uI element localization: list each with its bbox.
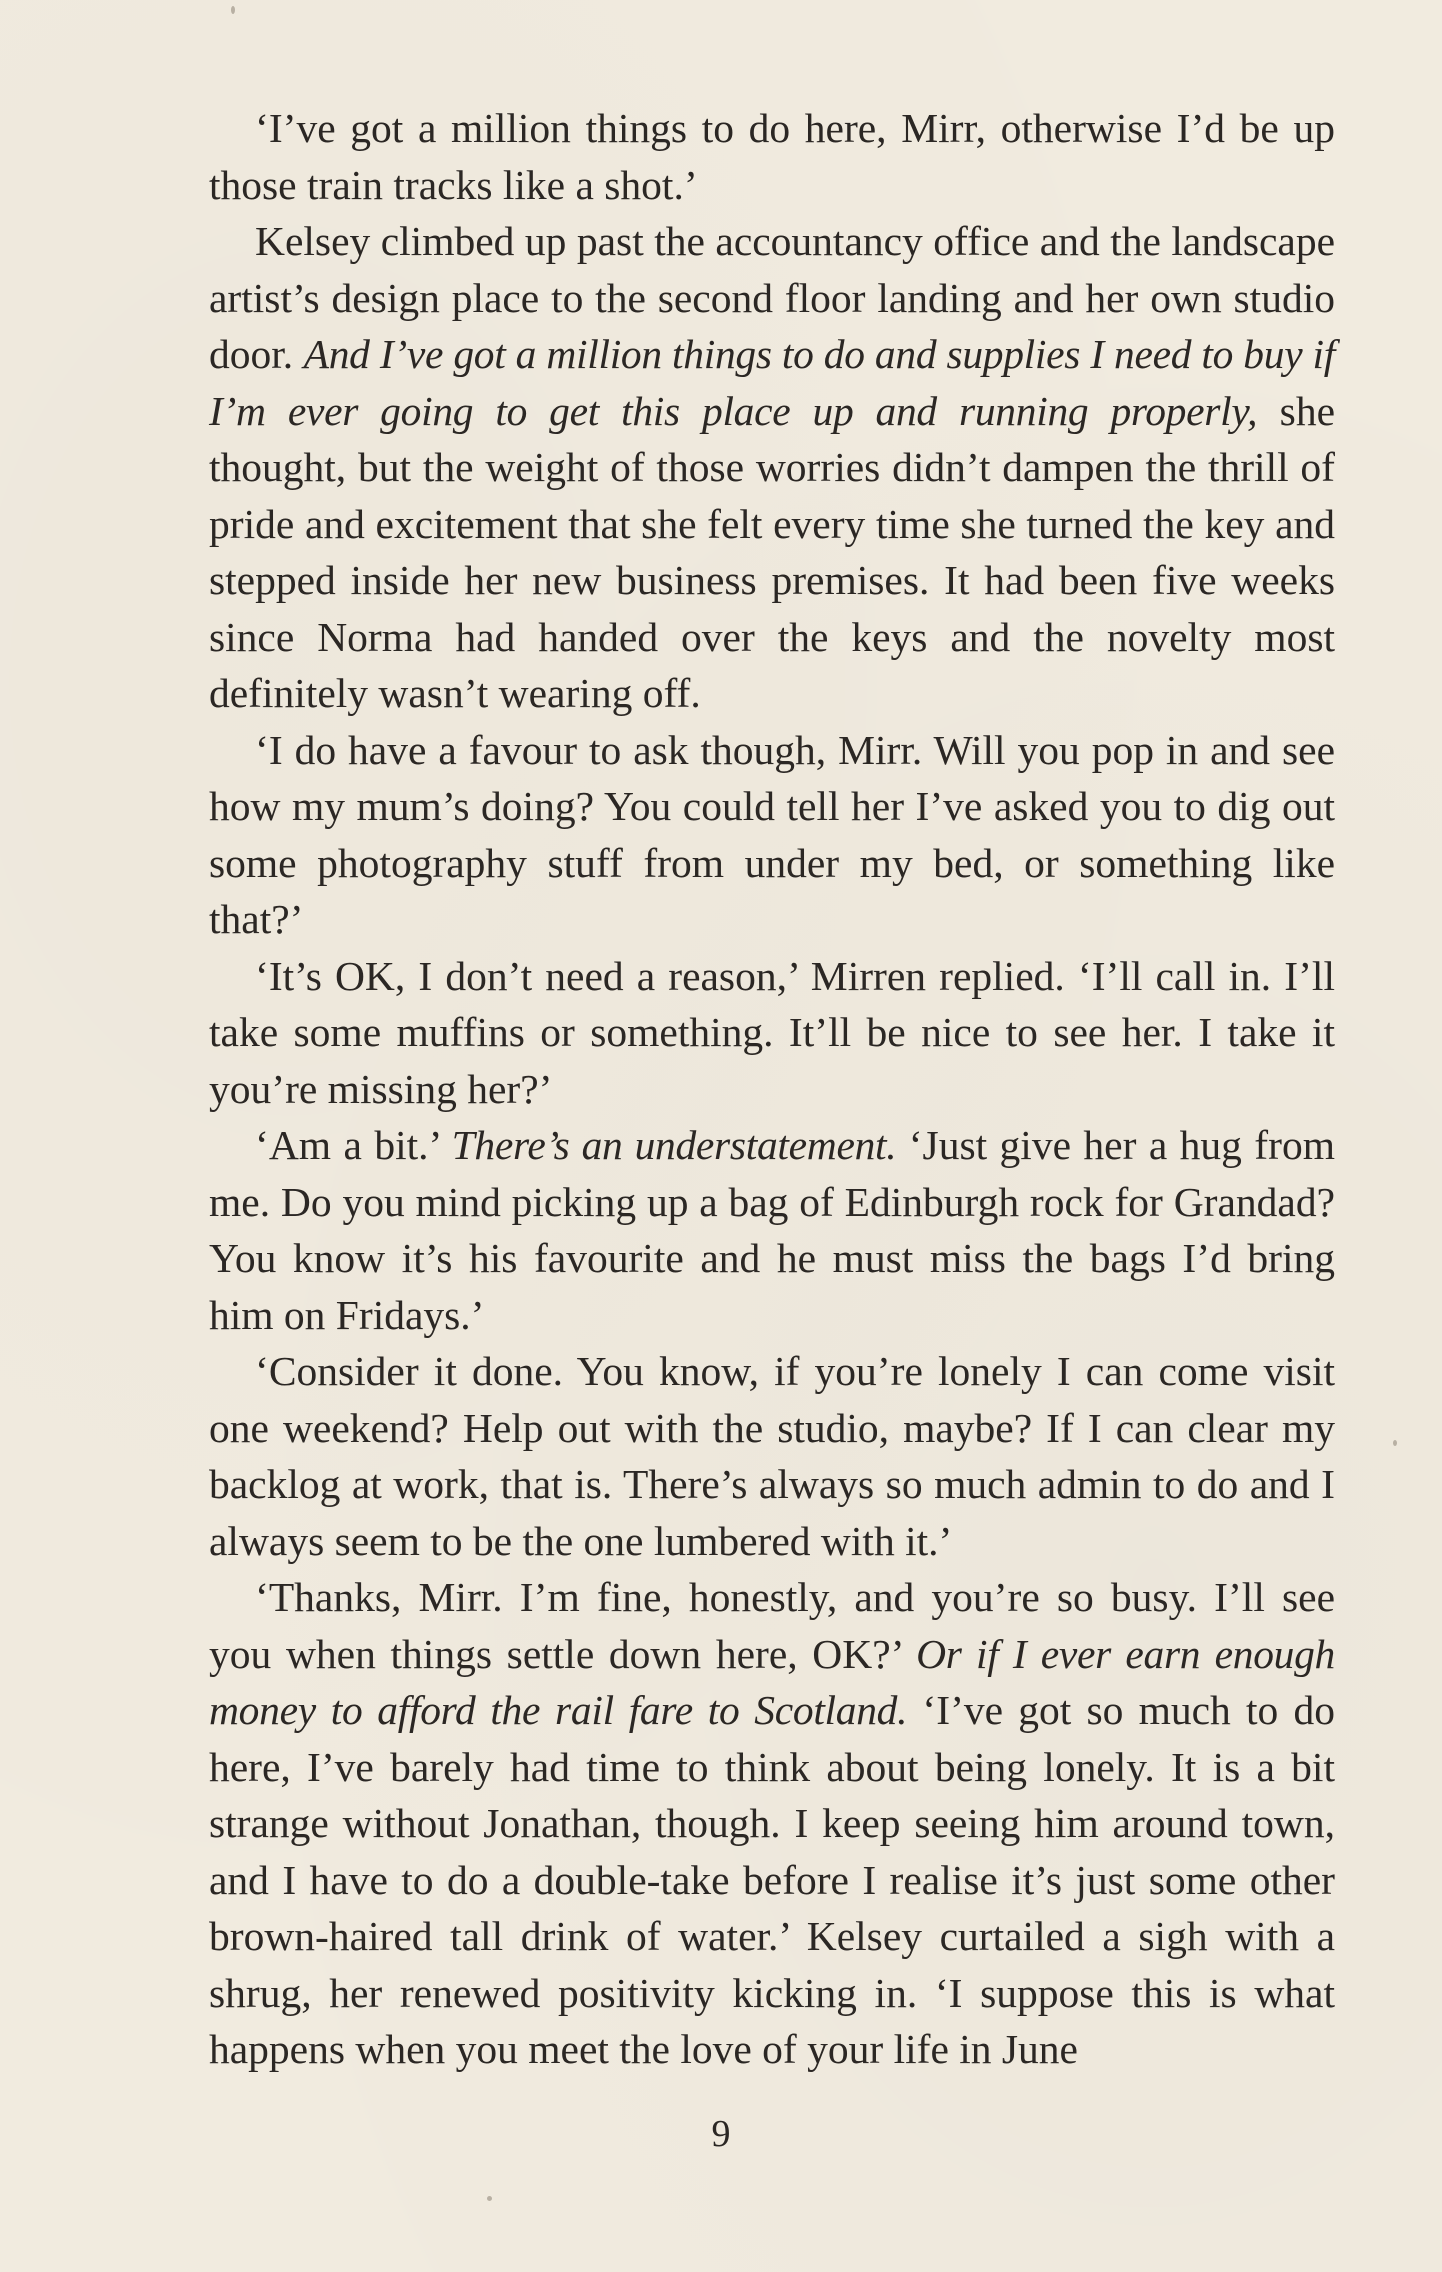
paragraph	[209, 722, 1335, 948]
text-run: ‘It’s OK, I don’t need a reason,’ Mirren replied. ‘I’ll call in. I’ll take some muffins or something. It’ll be nice to see her. I take it you’re missing her?’	[209, 952, 1335, 1112]
text-run: ‘Am a bit.’	[255, 1122, 452, 1168]
paper-speck	[1393, 1440, 1397, 1446]
text-run: Kelsey climbed up past the accountancy office and the landscape artist’s design place to the second floor landing and her own studio door.	[209, 218, 1335, 377]
text-run: ‘I’ve got so much to do here, I’ve barely had time to think about being lonely. It is a bit strange without Jonathan, though. I keep seeing him around town, and I have to do a double-take before I realise it’s just some other brown-haired tall drink of water.’ Kelsey curtailed a sigh with a shrug, her renewed positivity kicking in. ‘I suppose this is what happens when you meet the love of your life in June	[209, 1687, 1335, 2072]
paragraph	[209, 100, 1335, 213]
paragraph	[209, 948, 1335, 1118]
text-run: ‘Just give her a hug from me. Do you mind picking up a bag of Edinburgh rock for Grandad? You know it’s his favourite and he must miss the bags I’d bring him on Fridays.’	[209, 1122, 1335, 1338]
text-run: ‘Thanks, Mirr. I’m fine, honestly, and you’re so busy. I’ll see you when things settle down here, OK?’	[209, 1574, 1335, 1677]
body-text	[209, 100, 1335, 2078]
page-number: 9	[711, 2113, 731, 2155]
text-run: ‘I do have a favour to ask though, Mirr. Will you pop in and see how my mum’s doing? You could tell her I’ve asked you to dig out some photography stuff from under my bed, or something like that?’	[209, 726, 1335, 942]
paper-speck	[487, 2196, 492, 2201]
italic-thought: Or if I ever earn enough money to afford the rail fare to Scotland.	[209, 1630, 1335, 1733]
italic-thought: There’s an understatement.	[451, 1122, 897, 1168]
paragraph	[209, 213, 1335, 722]
paper-speck	[231, 6, 235, 14]
text-run: ‘Consider it done. You know, if you’re lonely I can come visit one weekend? Help out with the studio, maybe? If I can clear my backlog at work, that is. There’s always so much admin to do and I always seem to be the one lumbered with it.’	[209, 1348, 1335, 1564]
paragraph	[209, 1343, 1335, 1569]
paragraph	[209, 1569, 1335, 2078]
text-run: ‘I’ve got a million things to do here, Mirr, otherwise I’d be up those train tracks like a shot.’	[209, 105, 1335, 208]
paragraph	[209, 1117, 1335, 1343]
text-run: she thought, but the weight of those worries didn’t dampen the thrill of pride and excitement that she felt every time she turned the key and stepped inside her new business premises. It had been five weeks since Norma had handed over the keys and the novelty most definitely wasn’t wearing off.	[209, 387, 1336, 716]
italic-thought: And I’ve got a million things to do and supplies I need to buy if I’m ever going to get this place up and running properly,	[209, 331, 1336, 434]
